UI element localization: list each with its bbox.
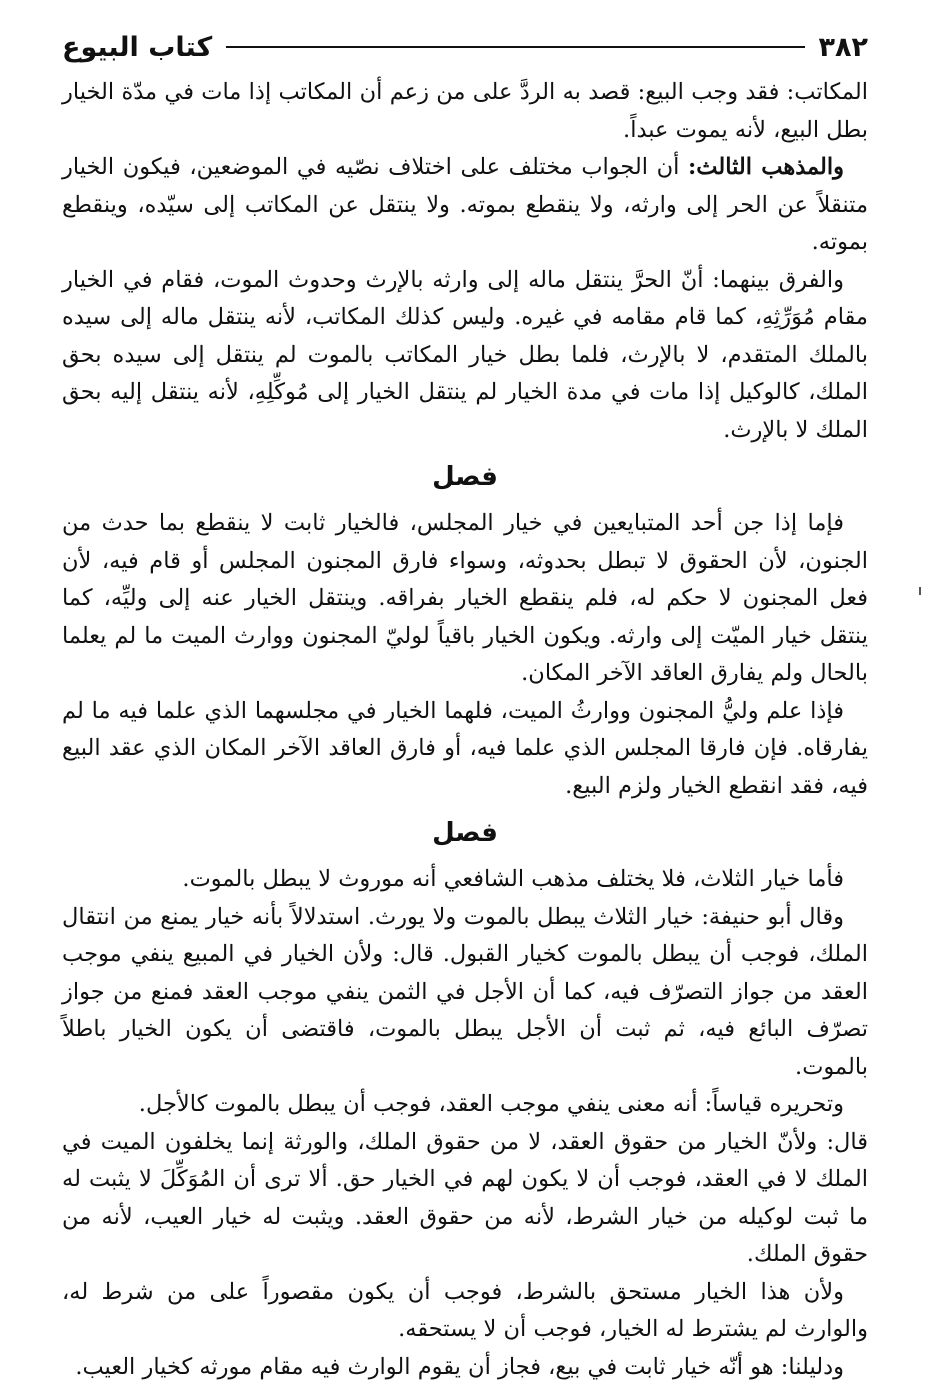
paragraph: والفرق بينهما: أنّ الحرَّ ينتقل ماله إلى وارثه بالإرث وحدوث الموت، فقام في الخيار مقام مُوَرِّثِهِ، كما قام مقامه في غيره. وليس كذلك المكاتب، لأنه ينتقل ماله إلى سيده بالملك المتقدم، لا بالإرث، فلما بطل خيار المكاتب بالموت لم ينتقل إلى سيده بحق الملك، كالوكيل إذا مات في مدة الخيار لم ينتقل الخيار إلى مُوكِّلِهِ، لأنه ينتقل إليه بحق الملك لا بالإرث.	[62, 262, 868, 450]
paragraph: فإما إذا جن أحد المتبايعين في خيار المجلس، فالخيار ثابت لا ينقطع بما حدث من الجنون، لأن الحقوق لا تبطل بحدوثه، وسواء فارق المجنون المجلس أو قام فيه، لأن فعل المجنون لا حكم له، فلم ينقطع الخيار بفراقه. وينتقل الخيار عنه إلى وليِّه، كما ينتقل خيار الميّت إلى وارثه. ويكون الخيار باقياً لوليّ المجنون ووارث الميت ما لم يعلما بالحال ولم يفارق العاقد الآخر المكان.	[62, 505, 868, 693]
paragraph-lead: والمذهب الثالث:	[688, 154, 844, 180]
paragraph: المكاتب: فقد وجب البيع: قصد به الردَّ على من زعم أن المكاتب إذا مات في مدّة الخيار بطل البيع، لأنه يموت عبداً.	[62, 74, 868, 149]
paragraph: فأما خيار الثلاث، فلا يختلف مذهب الشافعي أنه موروث لا يبطل بالموت.	[62, 861, 868, 899]
paragraph	[62, 149, 868, 262]
paragraph: فإذا علم وليُّ المجنون ووارثُ الميت، فلهما الخيار في مجلسهما الذي علما فيه ما لم يفارقاه. فإن فارقا المجلس الذي علما فيه، أو فارق العاقد الآخر المكان الذي عقد البيع فيه، فقد انقطع الخيار ولزم البيع.	[62, 693, 868, 806]
paragraph: وتحريره قياساً: أنه معنى ينفي موجب العقد، فوجب أن يبطل بالموت كالأجل.	[62, 1086, 868, 1124]
margin-mark	[919, 587, 921, 595]
paragraph: وقال أبو حنيفة: خيار الثلاث يبطل بالموت ولا يورث. استدلالاً بأنه خيار يمنع من انتقال الملك، فوجب أن يبطل بالموت كخيار القبول. قال: ولأن الخيار في المبيع ينفي موجب العقد من جواز التصرّف فيه، كما أن الأجل في الثمن ينفي موجب العقد فمنع من جواز تصرّف البائع فيه، ثم ثبت أن الأجل يبطل بالموت، فاقتضى أن يكون الخيار باطلاً بالموت.	[62, 899, 868, 1087]
page-body	[62, 74, 868, 1386]
section-heading: فصل	[62, 805, 868, 861]
section-heading: فصل	[62, 449, 868, 505]
paragraph: ودليلنا: هو أنّه خيار ثابت في بيع، فجاز أن يقوم الوارث فيه مقام مورثه كخيار العيب.	[62, 1349, 868, 1386]
header-rule	[226, 46, 804, 48]
paragraph: ولأن هذا الخيار مستحق بالشرط، فوجب أن يكون مقصوراً على من شرط له، والوارث لم يشترط له الخيار، فوجب أن لا يستحقه.	[62, 1274, 868, 1349]
page-number: ٣٨٢	[819, 32, 868, 63]
paragraph: قال: ولأنّ الخيار من حقوق العقد، لا من حقوق الملك، والورثة إنما يخلفون الميت في الملك لا في العقد، فوجب أن لا يكون لهم في الخيار حق. ألا ترى أن المُوَكِّلَ لا يثبت له ما ثبت لوكيله من خيار الشرط، لأنه من حقوق العقد. ويثبت له خيار العيب، لأنه من حقوق الملك.	[62, 1124, 868, 1274]
running-title: كتاب البيوع	[62, 32, 212, 63]
page-header	[62, 26, 868, 68]
paragraph-text: أن الجواب مختلف على اختلاف نصّيه في الموضعين، فيكون الخيار متنقلاً عن الحر إلى وارثه، ولا ينقطع بموته. ولا ينتقل عن المكاتب إلى سيّده، وينقطع بموته.	[62, 154, 868, 255]
